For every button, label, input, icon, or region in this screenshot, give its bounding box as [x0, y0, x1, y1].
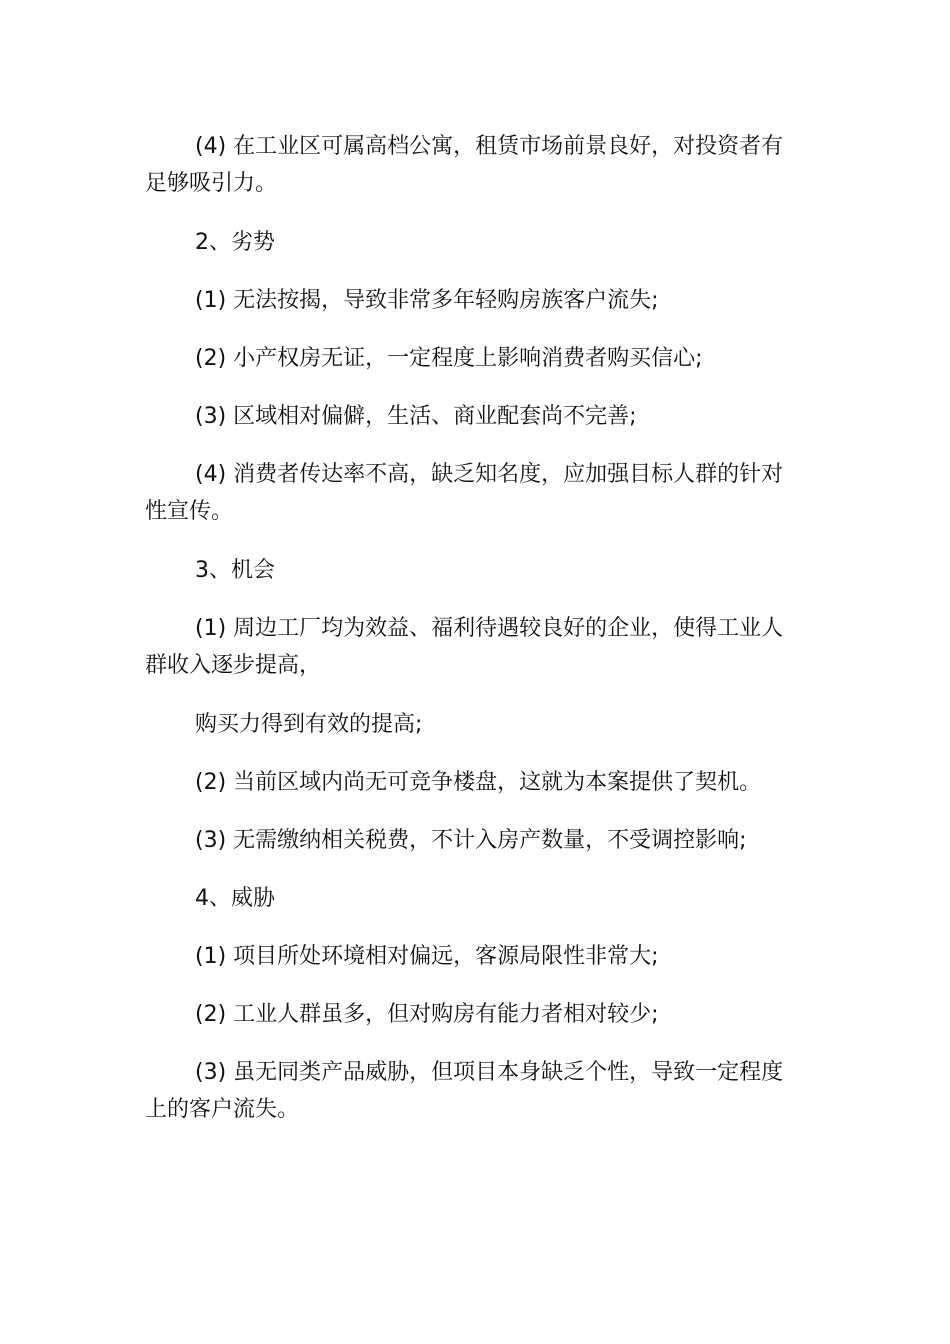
paragraph-opportunity-1-cont: 购买力得到有效的提高; — [195, 712, 423, 737]
section-heading-weaknesses: 2、劣势 — [195, 230, 275, 255]
paragraph-opportunity-2: (2) 当前区域内尚无可竞争楼盘，这就为本案提供了契机。 — [195, 770, 762, 795]
paragraph-opportunity-3: (3) 无需缴纳相关税费，不计入房产数量，不受调控影响; — [195, 828, 747, 853]
paragraph-strength-4: (4) 在工业区可属高档公寓，租赁市场前景良好，对投资者有足够吸引力。 — [145, 134, 784, 196]
paragraph-opportunity-1: (1) 周边工厂均为效益、福利待遇较良好的企业，使得工业人群收入逐步提高， — [145, 616, 784, 678]
paragraph-weakness-1: (1) 无法按揭，导致非常多年轻购房族客户流失; — [195, 288, 659, 313]
paragraph-threat-2: (2) 工业人群虽多，但对购房有能力者相对较少; — [195, 1002, 659, 1027]
paragraph-threat-3: (3) 虽无同类产品威胁，但项目本身缺乏个性，导致一定程度上的客户流失。 — [145, 1060, 784, 1122]
paragraph-threat-1: (1) 项目所处环境相对偏远，客源局限性非常大; — [195, 944, 659, 969]
paragraph-weakness-4: (4) 消费者传达率不高，缺乏知名度，应加强目标人群的针对性宣传。 — [145, 462, 784, 524]
document-body — [145, 128, 805, 1150]
section-heading-threats: 4、威胁 — [195, 886, 275, 911]
paragraph-weakness-3: (3) 区域相对偏僻，生活、商业配套尚不完善; — [195, 404, 637, 429]
section-heading-opportunities: 3、机会 — [195, 558, 275, 583]
paragraph-weakness-2: (2) 小产权房无证，一定程度上影响消费者购买信心; — [195, 346, 703, 371]
